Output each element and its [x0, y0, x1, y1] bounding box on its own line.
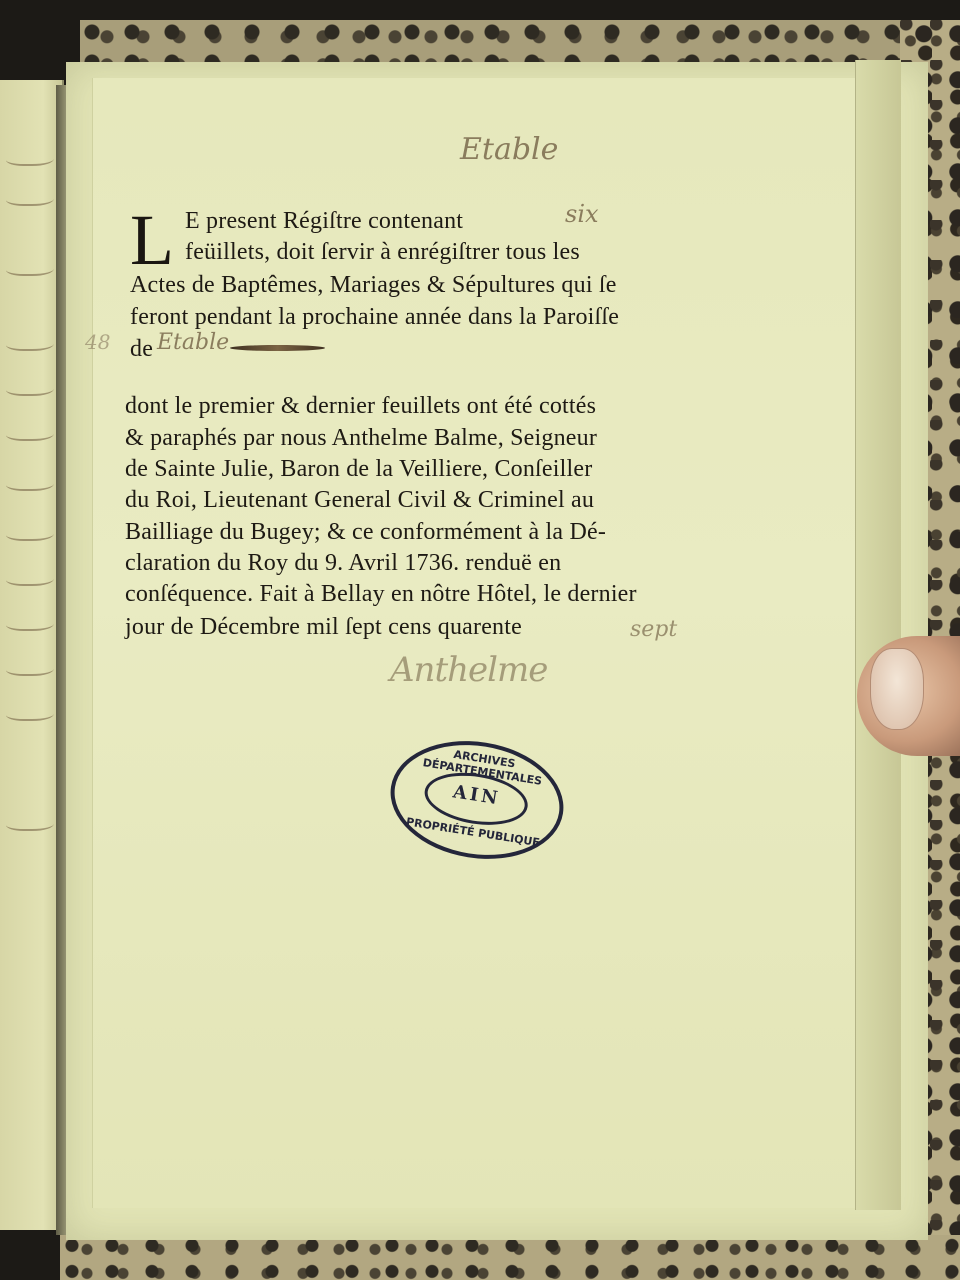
text-line: conſéquence. Fait à Bellay en nôtre Hôtel, le dernier — [125, 581, 637, 607]
text-line: dont le premier & dernier feuillets ont été cottés — [125, 393, 597, 419]
drop-cap: L — [130, 200, 174, 280]
text-line: du Roi, Lieutenant General Civil & Criminel au — [125, 487, 595, 513]
text-line: E present Régiſtre contenant — [185, 208, 464, 234]
text-line: Actes de Baptêmes, Mariages & Sépultures qui ſe — [130, 272, 617, 298]
handwritten-parish: Etable — [157, 330, 230, 355]
stamp-center-text: AIN — [451, 781, 502, 810]
facing-page-left — [0, 80, 64, 1230]
handwritten-margin-note: 48 — [85, 330, 111, 354]
stamp-bottom-text: PROPRIÉTÉ PUBLIQUE — [405, 815, 541, 850]
handwritten-signature: Anthelme — [390, 650, 548, 690]
text-line: feüillets, doit ſervir à enrégiſtrer tous les — [185, 239, 580, 265]
text-line: jour de Décembre mil ſept cens quarente — [125, 614, 522, 640]
page-edge — [855, 60, 901, 1210]
handwritten-year-end: sept — [630, 617, 678, 642]
text-line: de — [130, 336, 154, 362]
book-cover-bottom — [60, 1235, 960, 1280]
text-line: & paraphés par nous Anthelme Balme, Seigneur — [125, 425, 598, 451]
thumb-nail — [870, 648, 924, 730]
ink-flourish — [230, 345, 325, 351]
text-line: Bailliage du Bugey; & ce conformément à la Dé- — [125, 519, 607, 545]
text-line: claration du Roy du 9. Avril 1736. renduë en — [125, 550, 562, 576]
handwritten-count: six — [565, 200, 599, 228]
text-line: feront pendant la prochaine année dans la Paroiſſe — [130, 304, 620, 330]
stamp-top-text: ARCHIVES DÉPARTEMENTALES — [421, 747, 543, 788]
text-line: de Sainte Julie, Baron de la Veilliere, Conſeiller — [125, 456, 593, 482]
handwritten-title: Etable — [460, 132, 559, 167]
